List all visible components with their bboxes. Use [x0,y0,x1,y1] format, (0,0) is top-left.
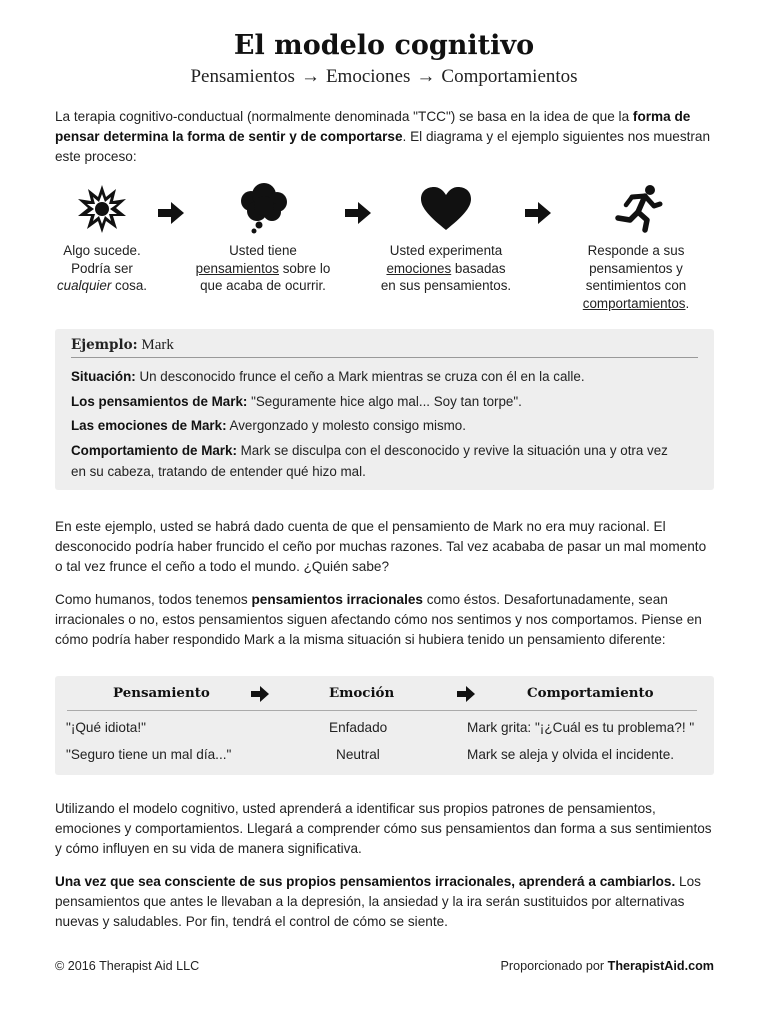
example-behavior: Comportamiento de Mark: Mark se disculpa con el desconocido y revive la situación una y otra vez en su cabeza, tratando de entender qué hizo mal. [71,443,668,479]
table-divider [67,710,697,711]
cognitive-model-diagram [40,180,730,320]
comparison-table [55,676,714,775]
example-heading: Ejemplo: Mark [71,337,698,358]
table-cell: Neutral [336,747,380,762]
subtitle-thoughts: Pensamientos [190,66,295,87]
intro-bold: forma de pensar determina la forma de sentir y de comportarse [55,109,691,144]
irrational-thoughts-paragraph: Como humanos, todos tenemos pensamientos irracionales como éstos. Desafortunadamente, sean irracionales o no, estos pensamientos siguen afectando cómo nos sentimos y nos comportamos. Piense en cómo podría haber respondido Mark a la misma situación si hubiera tenido un pensamiento diferente: [55,592,702,647]
table-cell: "Seguro tiene un mal día..." [66,747,232,762]
page-title: El modelo cognitivo [233,30,535,61]
provided-by: Proporcionado por TherapistAid.com [500,959,714,973]
step-text-emotions: Usted experimenta emociones basadas en sus pensamientos. [380,243,512,293]
page-subtitle [0,66,768,88]
example-box [55,329,714,490]
subtitle-emotions: Emociones [325,66,411,87]
table-cell: "¡Qué idiota!" [66,720,146,735]
example-emotions: Las emociones de Mark: Avergonzado y molesto consigo mismo. [71,418,466,433]
arrow-right-icon: → [300,66,320,87]
table-header-emotion: Emoción [329,685,395,701]
intro-text-end: . El diagrama y el ejemplo siguientes nos muestran este proceso: [55,129,711,164]
example-situation: Situación: Un desconocido frunce el ceño a Mark mientras se cruza con él en la calle. [71,369,585,384]
thought-cloud-icon [228,180,298,238]
closing-paragraph: Una vez que sea consciente de sus propios pensamientos irracionales, aprenderá a cambiarlos. Los pensamientos que antes le llevaban a la depresión, la ansiedad y la ira serán sustituidos por alternativas nuevas y saludables. Por fin, tendrá el control de cómo se siente. [55,874,701,929]
arrow-right-icon [525,202,551,224]
step-text-behaviors: Responde a sus pensamientos y sentimientos con comportamientos. [582,243,690,311]
intro-paragraph [55,107,715,167]
copyright: © 2016 Therapist Aid LLC [55,959,200,973]
table-cell: Enfadado [329,720,388,735]
table-cell: Mark se aleja y olvida el incidente. [467,747,675,762]
example-thoughts: Los pensamientos de Mark: "Seguramente hice algo mal... Soy tan torpe". [71,394,522,409]
arrow-right-icon: → [416,66,436,87]
intro-text: La terapia cognitivo-conductual (normalmente denominada "TCC") se basa en la idea de que la [55,109,633,124]
arrow-right-icon [251,686,269,702]
burst-icon [67,180,137,238]
step-text-event: Algo sucede. Podría ser cualquier cosa. [56,243,148,293]
summary-paragraph: Utilizando el modelo cognitivo, usted aprenderá a identificar sus propios patrones de pensamientos, emociones y comportamientos. Llegará a comprender cómo sus pensamientos dan forma a sus sentimientos y cómo influyen en su vida de manera significativa. [55,801,712,856]
step-text-thoughts: Usted tiene pensamientos sobre lo que acaba de ocurrir. [195,243,331,293]
table-cell: Mark grita: "¡¿Cuál es tu problema?! " [467,720,695,735]
arrow-right-icon [345,202,371,224]
running-person-icon [603,180,673,238]
arrow-right-icon [457,686,475,702]
explanation-paragraph: En este ejemplo, usted se habrá dado cuenta de que el pensamiento de Mark no era muy racional. El desconocido podría haber fruncido el ceño por muchas razones. Tal vez acababa de pasar un mal momento o tal vez frunce el ceño a todo el mundo. ¿Quién sabe? [55,519,707,574]
table-header-behavior: Comportamiento [527,685,654,701]
arrow-right-icon [158,202,184,224]
brand-link[interactable]: TherapistAid.com [607,959,714,973]
table-header-thought: Pensamiento [113,685,210,701]
subtitle-behaviors: Comportamientos [441,66,578,87]
heart-icon [411,180,481,238]
